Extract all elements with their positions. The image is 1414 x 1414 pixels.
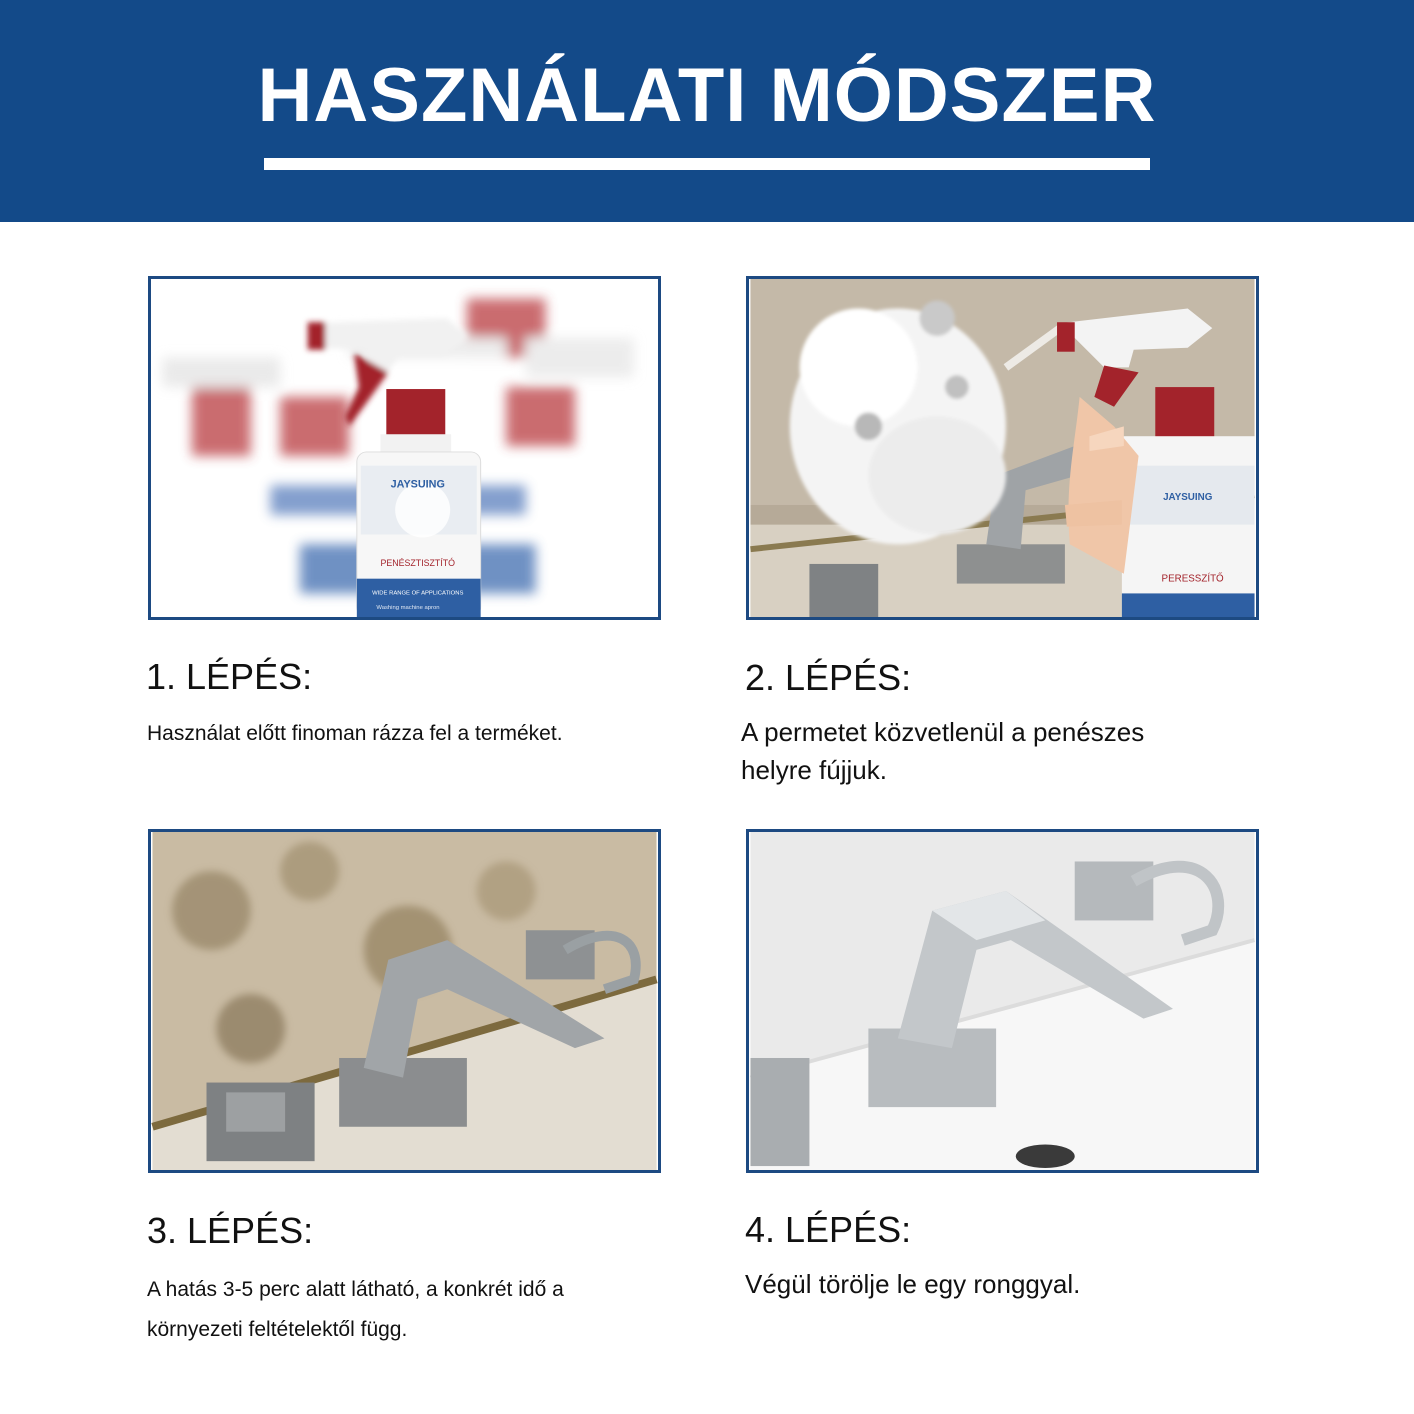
bottle-band-text: WIDE RANGE OF APPLICATIONS xyxy=(372,590,464,597)
title-underline xyxy=(264,158,1150,170)
step-1-title: 1. LÉPÉS: xyxy=(146,656,313,697)
bottle-small-text: Washing machine apron xyxy=(376,605,440,612)
page-title: HASZNÁLATI MÓDSZER xyxy=(257,53,1157,138)
step-2-text: A permetet közvetlenül a penészes helyre fújjuk. xyxy=(741,717,1145,785)
spraying-foam-icon xyxy=(749,279,1256,617)
bottle-product-label: PERESSZÍTŐ xyxy=(1161,573,1224,585)
step-3-image xyxy=(148,829,661,1173)
step-2-image xyxy=(746,276,1259,620)
bottle-brand-label: JAYSUING xyxy=(390,478,445,491)
step-4-text: Végül törölje le egy ronggyal. xyxy=(745,1269,1081,1299)
step-3-text: A hatás 3-5 perc alatt látható, a konkrét idő a környezeti feltételektől függ. xyxy=(147,1278,564,1341)
step-3-title: 3. LÉPÉS: xyxy=(147,1210,314,1251)
spray-bottle-shaking-icon xyxy=(151,279,658,617)
bottle-brand-label: JAYSUING xyxy=(1163,492,1213,504)
bottle-product-label: PENÉSZTISZTÍTÓ xyxy=(380,557,456,568)
step-2-title: 2. LÉPÉS: xyxy=(745,657,912,698)
dirty-faucet-icon xyxy=(151,832,658,1170)
step-4-image xyxy=(746,829,1259,1173)
step-1-text: Használat előtt finoman rázza fel a terméket. xyxy=(147,722,563,745)
step-4-title: 4. LÉPÉS: xyxy=(745,1209,912,1250)
clean-faucet-icon xyxy=(749,832,1256,1170)
header-banner xyxy=(0,0,1414,222)
step-1-image xyxy=(148,276,661,620)
